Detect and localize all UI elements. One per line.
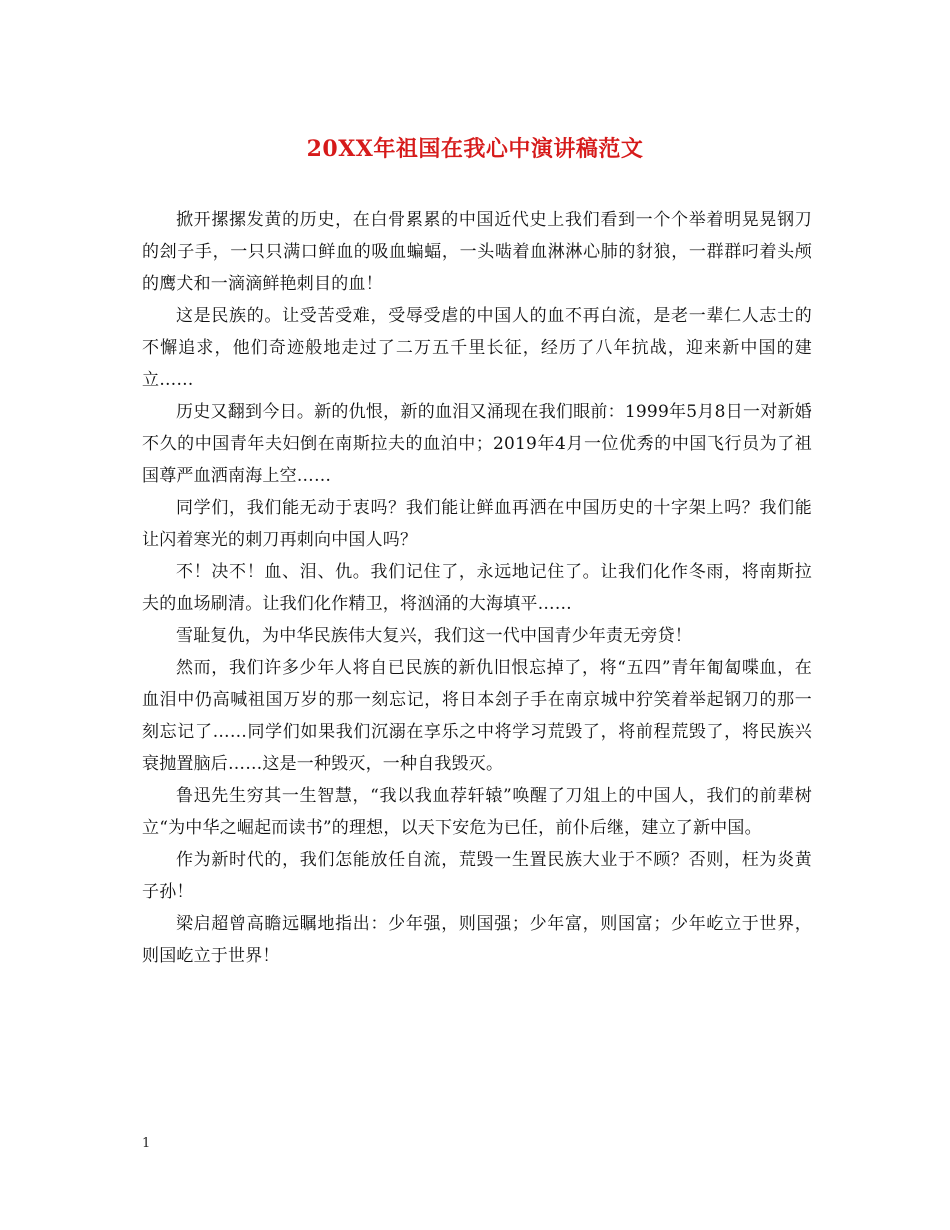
paragraph-10: 梁启超曾高瞻远瞩地指出：少年强，则国强；少年富，则国富；少年屹立于世界，则国屹立于世界！ bbox=[142, 914, 812, 966]
paragraph-6: 雪耻复仇，为中华民族伟大复兴，我们这一代中国青少年责无旁贷！ bbox=[176, 626, 692, 646]
page-number: 1 bbox=[142, 1136, 151, 1151]
paragraph-3: 历史又翻到今日。新的仇恨，新的血泪又涌现在我们眼前：1999年5月8日一对新婚不久的中国青年夫妇倒在南斯拉夫的血泊中；2019年4月一位优秀的中国飞行员为了祖国尊严血洒南海上空…… bbox=[142, 402, 812, 486]
paragraph-9: 作为新时代的，我们怎能放任自流，荒毁一生置民族大业于不顾？否则，枉为炎黄子孙！ bbox=[142, 850, 812, 902]
paragraph-2: 这是民族的。让受苦受难，受辱受虐的中国人的血不再白流，是老一辈仁人志士的不懈追求，他们奇迹般地走过了二万五千里长征，经历了八年抗战，迎来新中国的建立…… bbox=[142, 306, 812, 390]
paragraph-1: 掀开摞摞发黄的历史，在白骨累累的中国近代史上我们看到一个个举着明晃晃钢刀的刽子手，一只只满口鲜血的吸血蝙蝠，一头啮着血淋淋心肺的豺狼，一群群叼着头颅的鹰犬和一滴滴鲜艳刺目的血！ bbox=[142, 210, 812, 294]
paragraph-8: 鲁迅先生穷其一生智慧，“我以我血荐轩辕”唤醒了刀俎上的中国人，我们的前辈树立“为中华之崛起而读书”的理想，以天下安危为已任，前仆后继，建立了新中国。 bbox=[142, 786, 812, 838]
document-title: 20XX年祖国在我心中演讲稿范文 bbox=[306, 136, 644, 162]
paragraph-5: 不！决不！血、泪、仇。我们记住了，永远地记住了。让我们化作冬雨，将南斯拉夫的血场刷清。让我们化作精卫，将汹涌的大海填平…… bbox=[142, 562, 812, 614]
paragraph-4: 同学们，我们能无动于衷吗？我们能让鲜血再洒在中国历史的十字架上吗？我们能让闪着寒光的刺刀再刺向中国人吗？ bbox=[142, 498, 812, 550]
paragraph-7: 然而，我们许多少年人将自已民族的新仇旧恨忘掉了，将“五四”青年匍匐喋血，在血泪中仍高喊祖国万岁的那一刻忘记，将日本刽子手在南京城中狞笑着举起钢刀的那一刻忘记了……同学们如果我们沉溺在享乐之中将学习荒毁了，将前程荒毁了，将民族兴衰抛置脑后……这是一种毁灭，一种自我毁灭。 bbox=[142, 658, 812, 774]
document-body bbox=[142, 204, 812, 972]
